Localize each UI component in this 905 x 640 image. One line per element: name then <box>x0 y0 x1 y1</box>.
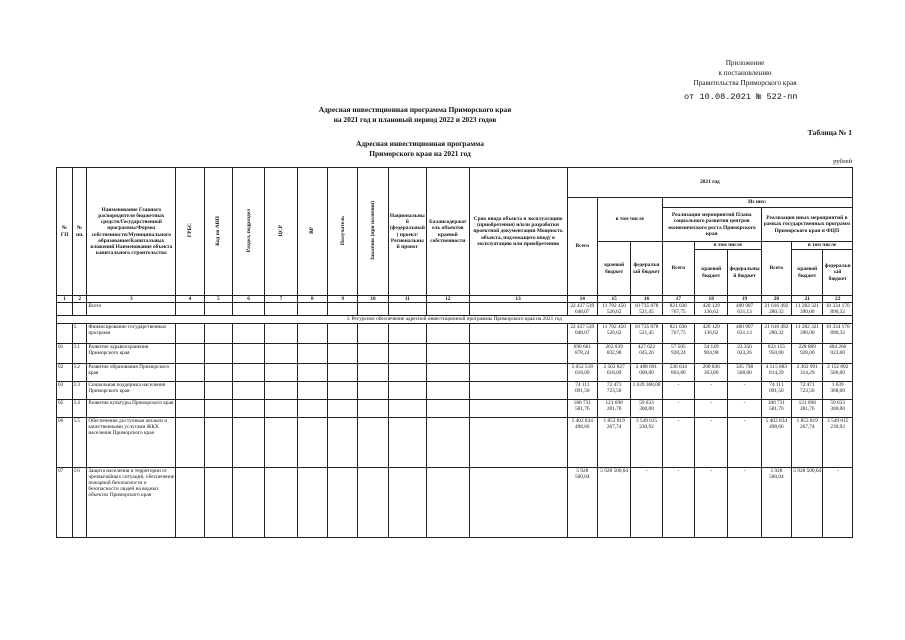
empty-cell <box>265 381 297 399</box>
column-number: 12 <box>427 296 469 303</box>
col-plan: Реализация мероприятий Плана социального развития центров экономического роста Приморского края <box>662 208 761 242</box>
amount-cell: 5 402 834 498,66 <box>567 417 597 467</box>
title-line: на 2021 год и плановый период 2022 и 2023 годов <box>333 115 497 124</box>
amount-cell: 34 149 904,98 <box>695 343 728 363</box>
empty-cell <box>327 467 357 537</box>
total-cell: 400 907 631,13 <box>728 303 761 316</box>
empty-cell <box>388 467 426 537</box>
gp-cell: 03 <box>57 381 73 399</box>
amount-cell: 72 471 723,50 <box>597 381 630 399</box>
section-row <box>57 316 853 323</box>
empty-cell <box>204 467 232 537</box>
pp-cell: I.3 <box>73 381 87 399</box>
empty-cell <box>427 363 469 381</box>
empty-cell <box>176 381 204 399</box>
empty-cell <box>327 399 357 417</box>
pp-cell: I.6 <box>73 467 87 537</box>
col-national: Национальный (федеральный) проект/ Региональный проект <box>388 168 426 296</box>
amount-cell: 263 039 832,98 <box>597 343 630 363</box>
amount-cell: 228 889 928,00 <box>792 343 823 363</box>
column-number: 6 <box>232 296 264 303</box>
amount-cell: 59 033 300,00 <box>631 399 662 417</box>
empty-cell <box>469 399 567 417</box>
col-vr: ВР <box>297 168 327 296</box>
program-name-cell: Социальная поддержка населения Приморского края <box>87 381 176 399</box>
gp-cell: 06 <box>57 417 73 467</box>
empty-cell <box>358 323 388 343</box>
amount-cell: - <box>728 381 761 399</box>
table-row <box>57 343 853 363</box>
pp-cell: I.4 <box>73 399 87 417</box>
empty-cell <box>427 399 469 417</box>
empty-cell <box>469 417 567 467</box>
col-other-fb: федеральный бюджет <box>823 250 853 296</box>
amount-cell: 2 488 691 000,00 <box>631 363 662 381</box>
empty-cell <box>232 323 264 343</box>
empty-cell <box>297 363 327 381</box>
amount-cell: 21 616 492 280,32 <box>761 323 791 343</box>
column-number: 18 <box>695 296 728 303</box>
column-number: 3 <box>87 296 176 303</box>
empty-cell <box>427 323 469 343</box>
amount-cell: 121 698 281,76 <box>792 399 823 417</box>
gp-cell: 05 <box>57 399 73 417</box>
amount-cell: - <box>662 467 694 537</box>
col-plan-fb: федеральный бюджет <box>728 250 761 296</box>
pp-cell: I.2 <box>73 363 87 381</box>
empty-cell <box>204 381 232 399</box>
amount-cell: - <box>823 467 853 537</box>
amount-cell: - <box>662 399 694 417</box>
empty-cell <box>327 417 357 467</box>
empty-cell <box>388 417 426 467</box>
col-holder: Балансодержатель объектов краевой собственности <box>427 168 469 296</box>
col-other-kb: краевой бюджет <box>792 250 823 296</box>
col-plan-kb: краевой бюджет <box>695 250 728 296</box>
empty-cell <box>388 381 426 399</box>
col-incl3: в том числе <box>792 242 853 250</box>
decree-number: от 10.08.2021 № 522-пп <box>684 92 798 102</box>
amount-cell: 420 129 136,62 <box>695 323 728 343</box>
col-other-total: Всего <box>761 242 791 296</box>
empty-cell <box>469 323 567 343</box>
column-number: 22 <box>823 296 853 303</box>
amount-cell: 690 661 878,24 <box>567 343 597 363</box>
empty-cell <box>297 417 327 467</box>
empty-cell <box>204 363 232 381</box>
total-row <box>57 303 853 316</box>
amount-cell: 400 907 631,13 <box>728 323 761 343</box>
empty-cell <box>265 363 297 381</box>
amount-cell: 57 505 928,24 <box>662 343 694 363</box>
column-number: 15 <box>597 296 630 303</box>
column-number: 20 <box>761 296 791 303</box>
col-total: Всего <box>567 198 597 296</box>
amount-cell: 1 853 819 267,74 <box>597 417 630 467</box>
pp-cell: I. <box>73 323 87 343</box>
column-number: 13 <box>469 296 567 303</box>
col-rz: Раздел, подраздел <box>232 168 264 296</box>
col-grbs: ГРБС <box>176 168 204 296</box>
program-name-cell: Развитие культуры Приморского края <box>87 399 176 417</box>
appendix-block <box>660 58 830 88</box>
gp-cell: 01 <box>57 343 73 363</box>
empty-cell <box>204 343 232 363</box>
amount-cell: 427 622 045,26 <box>631 343 662 363</box>
col-customer: Заказчик (при наличии) <box>358 168 388 296</box>
amount-cell: 5 928 500,04 <box>761 467 791 537</box>
table-row <box>57 399 853 417</box>
empty-cell <box>265 399 297 417</box>
col-other: Реализация иных мероприятий в рамках государственных программ Приморского края и ФЦП <box>761 208 852 242</box>
empty-cell <box>232 363 264 381</box>
amount-cell: 536 634 803,80 <box>662 363 694 381</box>
column-number: 2 <box>73 296 87 303</box>
col-gp: № ГП <box>57 168 73 296</box>
empty-cell <box>204 323 232 343</box>
amount-cell: 180 731 581,76 <box>567 399 597 417</box>
total-cell: 11 702 450 526,62 <box>597 303 630 316</box>
column-number: 17 <box>662 296 694 303</box>
amount-cell: 180 731 581,76 <box>761 399 791 417</box>
empty-cell <box>327 323 357 343</box>
empty-cell <box>297 381 327 399</box>
amount-cell: 2 563 827 618,09 <box>597 363 630 381</box>
empty-cell <box>388 323 426 343</box>
empty-cell <box>297 467 327 537</box>
program-name-cell: Обеспечение доступным жильем и качественными услугами ЖКХ населения Приморского края <box>87 417 176 467</box>
table-row <box>57 381 853 399</box>
empty-cell <box>232 343 264 363</box>
empty-cell <box>358 467 388 537</box>
amount-cell: - <box>728 467 761 537</box>
col-kb: краевой бюджет <box>597 242 630 296</box>
amount-cell: 821 036 767,75 <box>662 323 694 343</box>
empty-cell <box>427 467 469 537</box>
empty-cell <box>297 323 327 343</box>
amount-cell: 1 853 819 267,74 <box>792 417 823 467</box>
col-year: 2021 год <box>567 168 852 198</box>
amount-cell: 2 152 892 500,00 <box>823 363 853 381</box>
empty-cell <box>176 399 204 417</box>
amount-cell: 3 549 015 230,92 <box>631 417 662 467</box>
amount-cell: 1 639 368,00 <box>823 381 853 399</box>
total-cell: 420 129 136,62 <box>695 303 728 316</box>
empty-cell <box>358 381 388 399</box>
amount-cell: 5 402 834 498,66 <box>761 417 791 467</box>
column-number: 7 <box>265 296 297 303</box>
amount-cell: 5 052 518 618,09 <box>567 363 597 381</box>
empty-cell <box>469 343 567 363</box>
column-number: 5 <box>204 296 232 303</box>
column-number: 10 <box>358 296 388 303</box>
column-number: 11 <box>388 296 426 303</box>
gp-cell: 07 <box>57 467 73 537</box>
empty-cell <box>388 399 426 417</box>
empty-cell <box>176 343 204 363</box>
col-of-them: Из них: <box>662 198 852 208</box>
amount-cell: 1 639 368,00 <box>631 381 662 399</box>
empty-cell <box>265 417 297 467</box>
pp-cell: I.1 <box>73 343 87 363</box>
amount-cell: - <box>728 399 761 417</box>
empty-cell <box>232 417 264 467</box>
amount-cell: 11 702 450 526,62 <box>597 323 630 343</box>
col-fb: федеральный бюджет <box>631 242 662 296</box>
subtitle-line: Приморского края на 2021 год <box>369 149 471 158</box>
total-cell: 10 334 170 890,32 <box>823 303 853 316</box>
amount-cell: 22 437 539 048,07 <box>567 323 597 343</box>
empty-cell <box>297 399 327 417</box>
amount-cell: - <box>695 381 728 399</box>
empty-cell <box>327 381 357 399</box>
column-number: 21 <box>792 296 823 303</box>
column-number: 14 <box>567 296 597 303</box>
amount-cell: 11 282 321 390,00 <box>792 323 823 343</box>
program-name-cell: Финансирование государственных программ <box>87 323 176 343</box>
title-line: Адресная инвестиционная программа Приморского края <box>318 105 512 114</box>
program-name-cell: Развитие здравоохранения Приморского края <box>87 343 176 363</box>
amount-cell: 10 334 170 890,32 <box>823 323 853 343</box>
total-cell: 821 036 767,75 <box>662 303 694 316</box>
investment-table <box>56 167 853 538</box>
empty-cell <box>176 363 204 381</box>
amount-cell: 10 735 078 521,45 <box>631 323 662 343</box>
amount-cell: 2 362 991 314,29 <box>792 363 823 381</box>
appendix-line: к постановлению <box>718 69 772 77</box>
empty-cell <box>388 343 426 363</box>
col-plan-total: Всего <box>662 242 694 296</box>
pp-cell: I.5 <box>73 417 87 467</box>
empty-cell <box>327 343 357 363</box>
table-row <box>57 467 853 537</box>
empty-cell <box>358 363 388 381</box>
empty-cell <box>427 381 469 399</box>
total-cell: 11 282 321 390,00 <box>792 303 823 316</box>
appendix-line: Правительства Приморского края <box>693 79 797 87</box>
empty-cell <box>358 343 388 363</box>
amount-cell: 5 928 500,04 <box>567 467 597 537</box>
document-title <box>250 105 580 125</box>
empty-cell <box>204 417 232 467</box>
gp-cell <box>57 323 73 343</box>
section-title: I. Ресурсное обеспечение адресной инвестиционной программы Приморского края на 2021 год <box>57 316 853 323</box>
empty-cell <box>176 467 204 537</box>
program-name-cell: Защита населения и территории от чрезвычайных ситуаций, обеспечение пожарной безопасности и безопасности людей на водных объектах Приморского края <box>87 467 176 537</box>
col-csr: ЦСР <box>265 168 297 296</box>
amount-cell: 72 471 723,50 <box>792 381 823 399</box>
column-numbers-row <box>57 296 853 303</box>
amount-cell: 335 798 500,00 <box>728 363 761 381</box>
column-number: 9 <box>327 296 357 303</box>
empty-cell <box>232 381 264 399</box>
empty-cell <box>427 343 469 363</box>
amount-cell: 3 549 015 230,92 <box>823 417 853 467</box>
table-number: Таблица № 1 <box>807 128 852 137</box>
total-cell: 22 437 539 048,07 <box>567 303 597 316</box>
appendix-line: Приложение <box>725 59 765 67</box>
empty-cell <box>265 323 297 343</box>
amount-cell: 5 928 500,04 <box>792 467 823 537</box>
amount-cell: - <box>631 467 662 537</box>
amount-cell: 4 515 883 814,29 <box>761 363 791 381</box>
column-number: 1 <box>57 296 73 303</box>
amount-cell: - <box>695 399 728 417</box>
amount-cell: - <box>662 417 694 467</box>
col-term: Срок ввода объекта в эксплуатацию (приобретения) и/или разработки проектной документации Мощность объекта, подлежащего вводу в эксплуатацию или приобретению <box>469 168 567 296</box>
empty-cell <box>469 363 567 381</box>
empty-cell <box>176 417 204 467</box>
subtitle-line: Адресная инвестиционная программа <box>356 139 484 148</box>
empty-cell <box>388 363 426 381</box>
empty-cell <box>469 381 567 399</box>
col-recipient: Получатель <box>327 168 357 296</box>
empty-cell <box>297 343 327 363</box>
empty-cell <box>265 343 297 363</box>
amount-cell: 200 836 303,80 <box>695 363 728 381</box>
table-row <box>57 363 853 381</box>
table-title <box>330 139 510 159</box>
gp-cell: 02 <box>57 363 73 381</box>
column-number: 16 <box>631 296 662 303</box>
amount-cell: 74 111 091,50 <box>567 381 597 399</box>
total-cell: 21 616 492 280,32 <box>761 303 791 316</box>
empty-cell <box>232 399 264 417</box>
program-name-cell: Развитие образования Приморского края <box>87 363 176 381</box>
empty-cell <box>327 363 357 381</box>
empty-cell <box>204 399 232 417</box>
column-number: 19 <box>728 296 761 303</box>
empty-cell <box>358 399 388 417</box>
table-row <box>57 323 853 343</box>
empty-cell <box>469 467 567 537</box>
amount-cell: 633 155 950,00 <box>761 343 791 363</box>
empty-cell <box>265 467 297 537</box>
empty-cell <box>232 467 264 537</box>
table-row <box>57 417 853 467</box>
total-label: Всего <box>87 303 176 316</box>
empty-cell <box>176 323 204 343</box>
col-incl: в том числе <box>597 198 662 242</box>
units-label: рублей <box>833 158 852 165</box>
amount-cell: 121 698 281,76 <box>597 399 630 417</box>
empty-cell <box>427 417 469 467</box>
column-number: 4 <box>176 296 204 303</box>
amount-cell: - <box>662 381 694 399</box>
col-pp: № пп. <box>73 168 87 296</box>
col-aip: Код по АИП <box>204 168 232 296</box>
amount-cell: 404 266 022,00 <box>823 343 853 363</box>
amount-cell: - <box>728 417 761 467</box>
amount-cell: 23 356 023,26 <box>728 343 761 363</box>
col-name: Наименование Главного распорядителя бюджетных средств/Государственной программы/Формы собственности/Муниципального образования/Капитальных вложений Наименование объекта капитального строительства <box>87 168 176 296</box>
total-cell: 10 735 078 521,45 <box>631 303 662 316</box>
col-incl2: в том числе <box>695 242 762 250</box>
empty-cell <box>358 417 388 467</box>
amount-cell: - <box>695 417 728 467</box>
amount-cell: 59 033 300,00 <box>823 399 853 417</box>
column-number: 8 <box>297 296 327 303</box>
amount-cell: - <box>695 467 728 537</box>
amount-cell: 5 928 500,04 <box>597 467 630 537</box>
amount-cell: 74 111 091,50 <box>761 381 791 399</box>
